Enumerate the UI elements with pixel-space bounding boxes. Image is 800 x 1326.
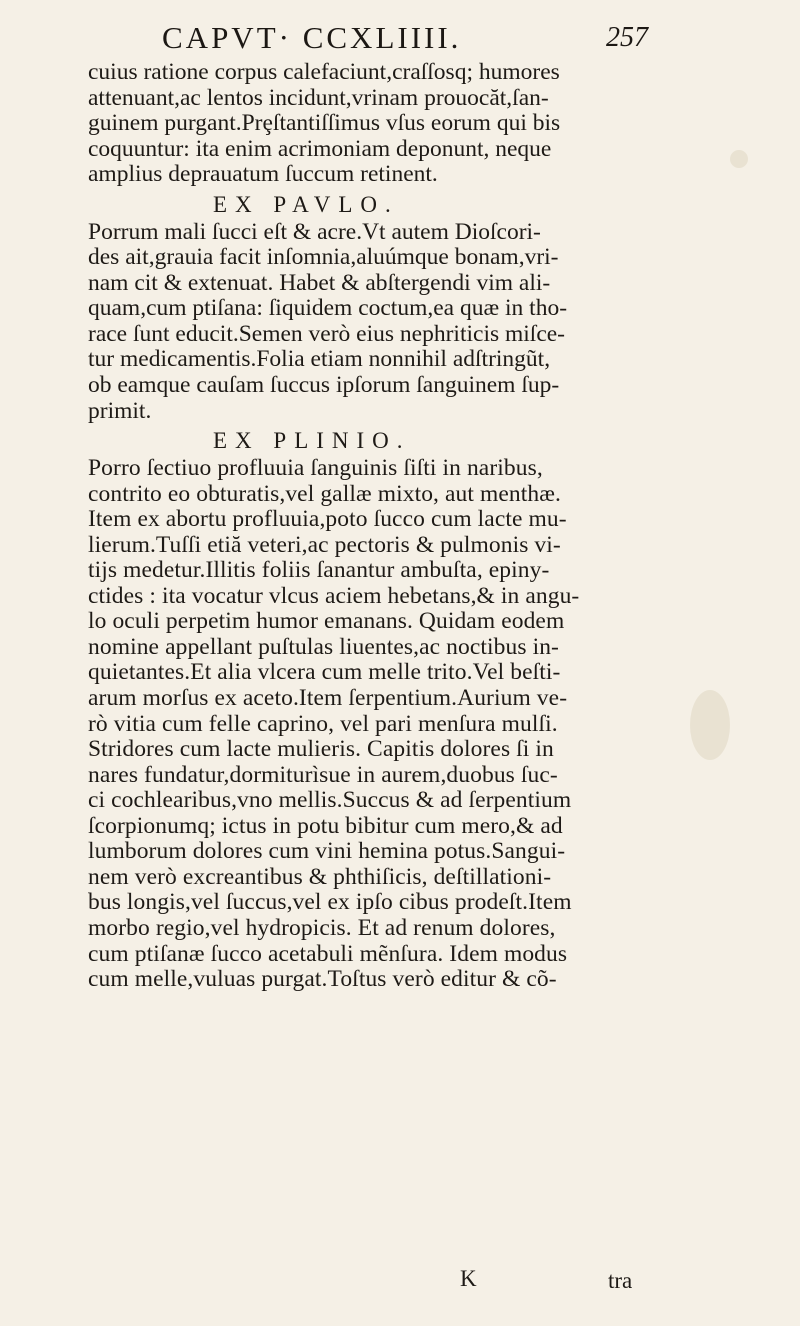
text-line: coquuntur: ita enim acrimoniam deponunt, neque <box>88 135 552 162</box>
text-line: contrito eo obturatis,vel gallæ mixto, aut menthæ. <box>88 480 561 507</box>
text-line: nomine appellant puſtulas liuentes,ac noctibus in- <box>88 633 559 660</box>
text-line: des ait,grauia facit inſomnia,aluúmque bonam,vri- <box>88 244 559 271</box>
text-line: ci cochlearibus,vno mellis.Succus & ad ſerpentium <box>88 787 572 814</box>
text-line: Item ex abortu profluuia,poto ſucco cum lacte mu- <box>88 506 567 533</box>
page-footer <box>88 1266 728 1296</box>
text-block <box>88 428 728 992</box>
text-block <box>88 60 728 188</box>
page-header <box>0 14 800 64</box>
text-line: Porro ſectiuo profluuia ſanguinis ſiſti in naribus, <box>88 455 543 482</box>
text-line: cum ptiſanæ ſucco acetabuli mẽnſura. Idem modus <box>88 940 568 967</box>
page-number: 257 <box>606 22 648 53</box>
text-line: Porrum mali ſucci eſt & acre.Vt autem Dioſcori- <box>88 218 541 245</box>
text-line: Stridores cum lacte mulieris. Capitis dolores ſi in <box>88 736 554 763</box>
text-line: tur medicamentis.Folia etiam nonnihil adſtringũt, <box>88 346 551 373</box>
text-line: amplius deprauatum ſuccum retinent. <box>88 161 438 188</box>
text-line: arum morſus ex aceto.Item ſerpentium.Aurium ve- <box>88 685 568 712</box>
text-line: nares fundatur,dormiturìsue in aurem,duobus ſuc- <box>88 761 558 788</box>
text-line: ctides : ita vocatur vlcus aciem hebetans,& in angu- <box>88 582 580 609</box>
text-line: attenuant,ac lentos incidunt,vrinam prouocăt,ſan- <box>88 84 549 111</box>
text-line: lo oculi perpetim humor emanans. Quidam eodem <box>88 608 565 635</box>
page-body-text <box>88 60 728 993</box>
text-line: ſcorpionumq; ictus in potu bibitur cum mero,& ad <box>88 812 563 839</box>
text-line: bus longis,vel ſuccus,vel ex ipſo cibus prodeſt.Item <box>88 889 572 916</box>
running-head: CAPVT· CCXLIIII. <box>162 20 462 55</box>
text-line: quietantes.Et alia vlcera cum melle trito.Vel beſti- <box>88 659 561 686</box>
text-line: morbo regio,vel hydropicis. Et ad renum dolores, <box>88 914 556 941</box>
text-line: cum melle,vuluas purgat.Toſtus verò editur & cõ- <box>88 966 557 993</box>
text-line: lierum.Tuſſi etiă veteri,ac pectoris & pulmonis vi- <box>88 531 561 558</box>
text-line: rò vitia cum felle caprino, vel pari menſura mulſi. <box>88 710 558 737</box>
text-line: cuius ratione corpus calefaciunt,craſſosq; humores <box>88 59 560 85</box>
text-line: ob eamque cauſam ſuccus ipſorum ſanguinem ſup- <box>88 372 560 399</box>
text-line: race ſunt educit.Semen verò eius nephriticis miſce- <box>88 320 566 347</box>
paper-stain <box>730 150 748 168</box>
catchword: tra <box>608 1268 633 1293</box>
text-line: quam,cum ptiſana: ſiquidem coctum,ea quæ in tho- <box>88 295 568 322</box>
text-line: lumborum dolores cum vini hemina potus.Sangui- <box>88 838 566 865</box>
text-line: nem verò excreantibus & phthiſicis, deſtillationi- <box>88 863 552 890</box>
section-heading: EX PAVLO. <box>213 191 399 217</box>
text-line: tijs medetur.Illitis foliis ſanantur ambuſta, epiny- <box>88 557 550 584</box>
text-line: guinem purgant.Prȩſtantiſſimus vſus eorum qui bis <box>88 110 561 137</box>
section-heading: EX PLINIO. <box>213 428 411 454</box>
text-line: primit. <box>88 397 152 424</box>
signature-mark: K <box>460 1266 477 1291</box>
text-line: nam cit & extenuat. Habet & abſtergendi vim ali- <box>88 269 551 296</box>
text-block <box>88 192 728 424</box>
